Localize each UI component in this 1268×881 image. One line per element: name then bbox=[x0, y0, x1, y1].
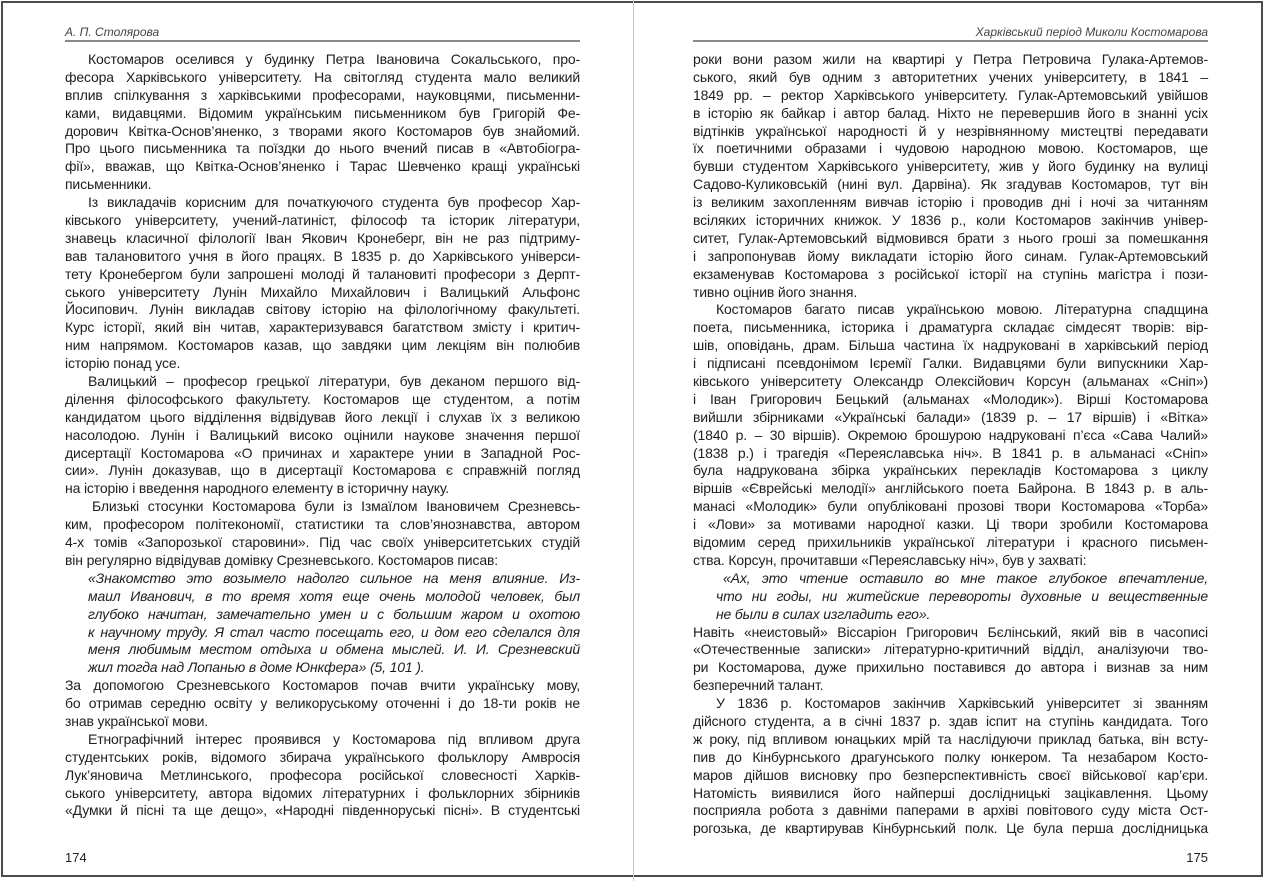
text-line: «Думки й пісні та ще дещо», «Народні південноруські пісні». В студентські bbox=[65, 802, 580, 819]
text-line: жил тогда над Лопанью в доме Юнкфера» (5, 101 ). bbox=[88, 659, 425, 676]
text-line: ситет, Гулак-Артемовський відмовився брати з нього гроші за помешкання bbox=[693, 229, 1208, 246]
text-line: дійсного студента, а в січні 1837 р. здав іспит на ступінь кандидата. Того bbox=[693, 712, 1208, 729]
running-header: А. П. Столярова bbox=[65, 25, 160, 39]
text-line: Садово-Куликовській (нині вул. Дарвіна). Як згадував Костомаров, тут він bbox=[693, 176, 1208, 193]
paragraph bbox=[65, 373, 580, 498]
text-line: була надрукована збірка українських перекладів Костомарова з циклу bbox=[693, 462, 1208, 479]
text-line: «Отечественные записки» літературно-критичний відділ, аналізуючи тво- bbox=[693, 641, 1208, 658]
text-line: на історію і введення народного елементу в історичну науку. bbox=[65, 480, 450, 497]
text-line: ким, професором політекономії, статистики та слов’янознавства, автором bbox=[65, 516, 580, 533]
text-line: історію понад усе. bbox=[65, 355, 181, 372]
text-line: 4-х томів «Запорозької старовини». Під час своїх університетських студій bbox=[65, 534, 580, 551]
text-line: насолодою. Лунін і Валицький високо оцінили наукове значення першої bbox=[65, 426, 580, 443]
text-line: фесора Харківського університету. На світогляд студента мало великий bbox=[65, 68, 580, 85]
text-line: маров дійшов висновку про безперспективність своєї військової кар’єри. bbox=[693, 766, 1208, 783]
body-text bbox=[693, 51, 1208, 838]
text-line: дисертації Костомарова «О причинах и характере унии в Западной Рос- bbox=[65, 444, 580, 461]
text-line: екзаменував Костомарова з російської історії на ступінь магістра і пози- bbox=[693, 265, 1208, 282]
text-line: кандидатом цього відділення відвідував його лекції і слухав їх з великою bbox=[65, 408, 580, 425]
text-line: і «Лови» за мотивами народної казки. Ці твори зробили Костомарова bbox=[693, 516, 1208, 533]
text-line: бо отримав середню освіту у великоруському оточенні і до 18-ти років не bbox=[65, 695, 580, 712]
text-line: вийшли збірниками «Українські балади» (1839 р. – 17 віршів) і «Вітка» bbox=[693, 408, 1208, 425]
text-line: всіляких історичних книжок. У 1836 р., коли Костомаров закінчив універ- bbox=[693, 212, 1208, 229]
text-line: манасі «Молодик» були опубліковані прозові твори Костомарова «Торба» bbox=[693, 498, 1208, 515]
text-line: к научному труду. Я стал часто посещать его, и дом его сделался для bbox=[88, 623, 580, 640]
text-line: ним напрямом. Костомаров казав, що завдяки цим лекціям він полюбив bbox=[65, 337, 580, 354]
header-rule bbox=[693, 40, 1208, 42]
text-line: ського, який був одним з авторитетних учених університету, в 1841 – bbox=[693, 68, 1208, 85]
paragraph bbox=[65, 677, 580, 731]
text-line: Етнографічний інтерес проявився у Костомарова під впливом друга bbox=[88, 730, 580, 747]
body-text bbox=[65, 51, 580, 820]
paragraph bbox=[65, 51, 580, 194]
text-line: письменники. bbox=[65, 176, 152, 193]
text-line: Близькі стосунки Костомарова були із Ізмаїлом Івановичем Срезневсь- bbox=[92, 498, 580, 515]
text-line: Про цього письменника та поїздки до нього вчений писав в «Автобіогра- bbox=[65, 140, 580, 157]
text-line: глубоко начитан, замечательно умен и с большим жаром и охотою bbox=[88, 605, 580, 622]
text-line: сии». Лунін доказував, що в дисертації Костомарова є справжній погляд bbox=[65, 462, 580, 479]
paragraph bbox=[693, 51, 1208, 301]
text-line: поета, письменника, історика і драматурга складає сімдесят творів: вір- bbox=[693, 319, 1208, 336]
text-line: знавець класичної філології Іван Якович Кронеберг, він не раз підтриму- bbox=[65, 229, 580, 246]
left-page bbox=[65, 0, 580, 881]
text-line: знав української мови. bbox=[65, 712, 208, 729]
header-rule bbox=[65, 40, 580, 42]
text-line: ділення філософського факультету. Костомаров ще студентом, а потім bbox=[65, 390, 580, 407]
text-line: не были в силах изгладить его». bbox=[716, 605, 931, 622]
text-line: ківського університету, учений-латиніст, філософ та історик літератури, bbox=[65, 212, 580, 229]
text-line: «Ах, это чтение оставило во мне такое глубокое впечатление, bbox=[723, 569, 1208, 586]
text-line: дорович Квітка-Основ’яненко, з творами якого Костомаров був знайомий. bbox=[65, 122, 580, 139]
text-line: безперечний талант. bbox=[693, 677, 824, 694]
text-line: їх поетичними образами і чудовою народною мовою. Костомаров, ще bbox=[693, 140, 1208, 157]
text-line: відтінків української народності й у незрівнянному мистецтві передавати bbox=[693, 122, 1208, 139]
text-line: За допомогою Срезневського Костомаров почав вчити українську мову, bbox=[65, 677, 580, 694]
text-line: шів, оповідань, драм. Більша частина їх надруковані в харківський період bbox=[693, 337, 1208, 354]
text-line: Навіть «неистовый» Віссаріон Григорович Бєлінський, який вів в часописі bbox=[693, 623, 1208, 640]
text-line: посприяла робота з давніми паперами в архіві повітового суду міста Ост- bbox=[693, 802, 1208, 819]
text-line: пив до Кінбурнського драгунського полку юнкером. Та незабаром Косто- bbox=[693, 748, 1208, 765]
text-line: відомим серед прихильників української літератури і красного письмен- bbox=[693, 534, 1208, 551]
text-line: із великим захопленням вивчав історію і проводив дні і ночі за читанням bbox=[693, 194, 1208, 211]
page-gutter bbox=[633, 0, 634, 881]
text-line: і Іван Григорович Бецький (альманах «Молодик»). Вірші Костомарова bbox=[693, 390, 1208, 407]
text-line: в історію як байкар і автор балад. Ніхто не перевершив його в знанні усіх bbox=[693, 104, 1208, 121]
text-line: вав талановитого учня в його працях. В 1835 р. до Харківського універси- bbox=[65, 247, 580, 264]
text-line: Із викладачів корисним для початкуючого студента був професор Хар- bbox=[88, 194, 580, 211]
paragraph bbox=[693, 624, 1208, 696]
paragraph bbox=[693, 695, 1208, 838]
text-line: вплив спілкування з харківськими професорами, науковцями, письменни- bbox=[65, 86, 580, 103]
text-line: ського університету Лунін Михайло Михайлович і Валицький Альфонс bbox=[65, 283, 580, 300]
text-line: (1840 р. – 30 віршів). Окремою брошурою надруковані п’єса «Сава Чалий» bbox=[693, 426, 1208, 443]
text-line: 1849 рр. – ректор Харківського університету. Гулак-Артемовський увійшов bbox=[693, 86, 1208, 103]
text-line: меня любимым местом отдыха и обмена мыслей. И. И. Срезневский bbox=[88, 641, 580, 658]
text-line: рогозька, де квартирував Кінбурнський полк. Це була перша дослідницька bbox=[693, 820, 1208, 837]
text-line: что ни годы, ни житейские перевороты духовные и вещественные bbox=[716, 587, 1208, 604]
text-line: фії», вважав, що Квітка-Основ’яненко і Тарас Шевченко кращі українські bbox=[65, 158, 580, 175]
text-line: роки вони разом жили на квартирі у Петра Петровича Гулака-Артемов- bbox=[693, 51, 1208, 67]
text-line: і запропонував йому викладати історію його синам. Гулак-Артемовський bbox=[693, 247, 1208, 264]
text-line: тивно оцінив його знання. bbox=[693, 283, 858, 300]
text-line: Йосипович. Лунін викладав світову історію на філологічному факультеті. bbox=[65, 301, 580, 318]
block-quote bbox=[693, 570, 1208, 624]
paragraph bbox=[65, 731, 580, 820]
text-line: тету Кронебергом були запрошені молоді й талановиті професори з Дерпт- bbox=[65, 265, 580, 282]
paragraph bbox=[65, 498, 580, 570]
text-line: ківського університету Олександр Олексійович Корсун (альманах «Сніп») bbox=[693, 373, 1208, 390]
text-line: ства. Корсун, прочитавши «Переяславську ніч», був у захваті: bbox=[693, 551, 1087, 568]
text-line: Лук’яновича Метлинського, професора російської словесності Харків- bbox=[65, 766, 580, 783]
paragraph bbox=[65, 194, 580, 373]
block-quote bbox=[65, 570, 580, 677]
page-number: 174 bbox=[65, 850, 87, 865]
text-line: Натомість виявилися його найперші дослідницькі зацікавлення. Цьому bbox=[693, 784, 1208, 801]
text-line: ж року, під впливом юнацьких мрій та наслідуючи приклад батька, він всту- bbox=[693, 730, 1208, 747]
paragraph bbox=[693, 301, 1208, 569]
text-line: У 1836 р. Костомаров закінчив Харківський університет зі званням bbox=[716, 695, 1208, 712]
right-page bbox=[693, 0, 1208, 881]
text-line: і підписані псевдонімом Ієремії Галки. Видавцями були випускники Хар- bbox=[693, 355, 1208, 372]
text-line: ри Костомарова, дуже прихильно поставився до автора і визнав за ним bbox=[693, 659, 1208, 676]
text-line: «Знакомство это возымело надолго сильное на меня влияние. Из- bbox=[88, 569, 580, 586]
text-line: Курс історії, який він читав, характеризувався багатством змісту і критич- bbox=[65, 319, 580, 336]
text-line: Костомаров багато писав українською мовою. Літературна спадщина bbox=[716, 301, 1208, 318]
text-line: бувши студентом Харківського університету, жив у його будинку на вулиці bbox=[693, 158, 1208, 175]
text-line: Костомаров оселився у будинку Петра Івановича Сокальського, про- bbox=[88, 51, 580, 67]
running-header: Харківський період Миколи Костомарова bbox=[975, 25, 1208, 39]
page-number: 175 bbox=[1186, 850, 1208, 865]
text-line: він регулярно відвідував домівку Срезневського. Костомаров писав: bbox=[65, 551, 498, 568]
text-line: Валицький – професор грецької літератури, був деканом першого від- bbox=[88, 373, 580, 390]
text-line: маил Иванович, в то время хотя еще очень молодой человек, был bbox=[88, 587, 580, 604]
text-line: студентських років, відомого збирача українського фольклору Амвросія bbox=[65, 748, 580, 765]
text-line: ками, видавцями. Відомим українським письменником був Григорій Фе- bbox=[65, 104, 580, 121]
text-line: (1838 р.) і трагедія «Переяславська ніч». В 1841 р. в альманасі «Сніп» bbox=[693, 444, 1208, 461]
text-line: ського університету, автора відомих літературних і фольклорних збірників bbox=[65, 784, 580, 801]
text-line: віршів «Єврейські мелодії» англійського поета Байрона. В 1843 р. в аль- bbox=[693, 480, 1208, 497]
